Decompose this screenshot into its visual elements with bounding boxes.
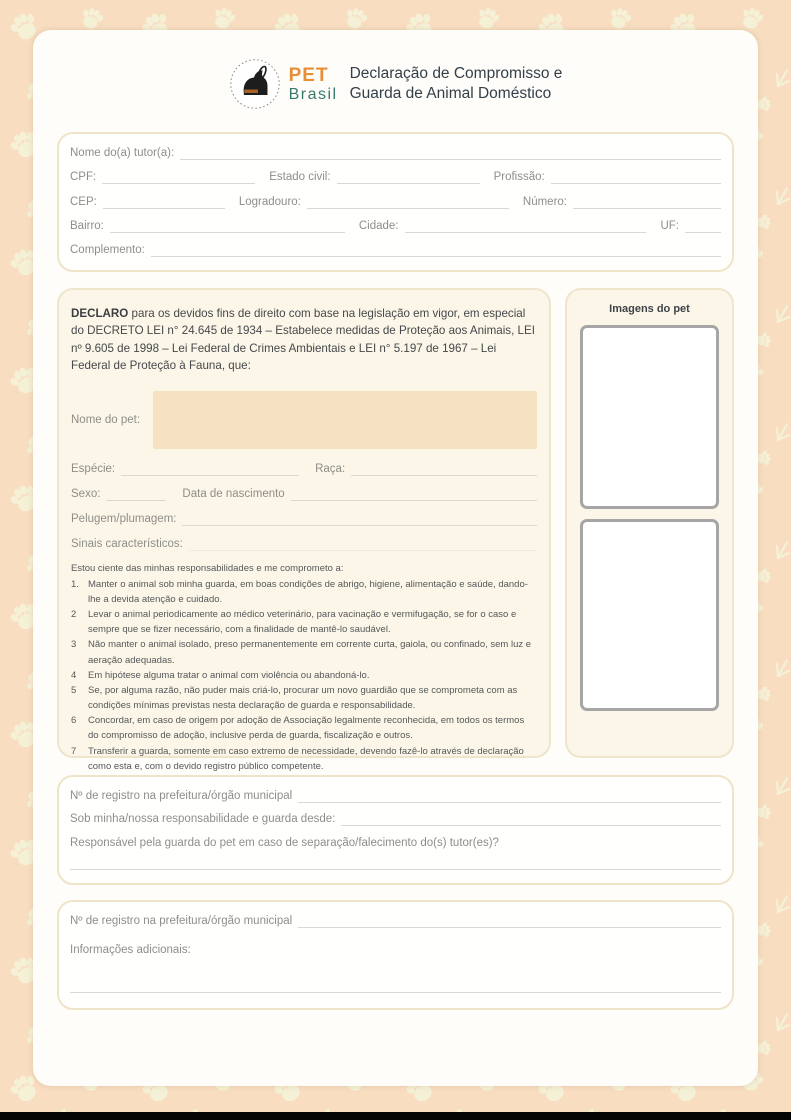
commitment-text: Transferir a guarda, somente em caso extremo de necessidade, devendo fazê-lo através de declaração como esta e, com o devido registro público competente. bbox=[88, 745, 524, 772]
sex-label: Sexo: bbox=[71, 487, 101, 500]
header bbox=[33, 30, 758, 110]
commitment-number: 4 bbox=[71, 669, 77, 681]
commitment-text: Em hipótese alguma tratar o animal com violência ou abandoná-lo. bbox=[88, 669, 370, 681]
commitments-list bbox=[71, 577, 537, 774]
declaration-section bbox=[57, 288, 551, 772]
additional-info-label: Informações adicionais: bbox=[70, 944, 191, 956]
commitment-number: 1. bbox=[71, 578, 79, 590]
declaration-intro-text: para os devidos fins de direito com base na legislação em vigor, em especial do DECRETO LEI n° 24.645 de 1934 – Estabelece medidas de Proteção aos Animais, LEI nº 9.605 de 1998 – Lei Federal de Crimes Ambientais e LEI n° 5.197 de 1967 – Lei Federal de Proteção à Fauna, que: bbox=[71, 307, 535, 373]
species-label: Espécie: bbox=[71, 462, 116, 475]
pet-name-field[interactable] bbox=[153, 391, 537, 449]
cpf-line[interactable] bbox=[102, 171, 255, 184]
commitment-number: 2 bbox=[71, 608, 77, 620]
logo-brasil-text: Brasil bbox=[288, 85, 338, 103]
tutor-info-section bbox=[57, 132, 734, 272]
registry-number-2-line[interactable] bbox=[298, 915, 721, 928]
commitment-item bbox=[71, 607, 537, 637]
street-label: Logradouro: bbox=[238, 195, 301, 208]
marital-status-line[interactable] bbox=[337, 171, 480, 184]
logo-wordmark bbox=[289, 66, 338, 103]
commitment-text: Levar o animal periodicamente ao médico veterinário, para vacinação e vermifugação, se for o caso e sempre que se fizer necessário, com a finalidade de mantê-lo saudável. bbox=[88, 608, 517, 636]
city-label: Cidade: bbox=[358, 219, 399, 232]
district-label: Bairro: bbox=[70, 219, 104, 232]
pet-photo-placeholder-2[interactable] bbox=[580, 519, 719, 711]
marital-status-label: Estado civil: bbox=[269, 171, 331, 184]
number-line[interactable] bbox=[573, 196, 721, 209]
street-line[interactable] bbox=[307, 196, 509, 209]
successor-guardian-label: Responsável pela guarda do pet em caso de separação/falecimento do(s) tutor(es)? bbox=[70, 836, 499, 849]
pet-photo-placeholder-1[interactable] bbox=[580, 325, 719, 509]
commitment-number: 3 bbox=[71, 639, 77, 651]
cep-line[interactable] bbox=[103, 196, 225, 209]
pet-images-section bbox=[565, 288, 734, 758]
coat-line[interactable] bbox=[182, 513, 537, 526]
commitment-item bbox=[71, 637, 537, 667]
dog-badge-icon bbox=[229, 58, 281, 110]
pet-brasil-logo bbox=[229, 58, 338, 110]
commitment-item bbox=[71, 744, 537, 774]
complement-label: Complemento: bbox=[70, 244, 145, 256]
commitment-number: 6 bbox=[71, 715, 77, 727]
bottom-black-bar bbox=[0, 1112, 791, 1120]
sex-line[interactable] bbox=[106, 488, 166, 501]
form-sheet bbox=[33, 30, 758, 1086]
commitment-item bbox=[71, 577, 537, 607]
breed-line[interactable] bbox=[351, 463, 537, 476]
commitment-text: Se, por alguma razão, não puder mais criá-lo, procurar um novo guardião que se comprometa com as condições mínimas previstas nesta declaração de guarda e responsabilidade. bbox=[88, 684, 518, 712]
pet-images-title: Imagens do pet bbox=[609, 303, 690, 315]
complement-line[interactable] bbox=[151, 244, 721, 257]
page-title-line2: Guarda de Animal Doméstico bbox=[349, 85, 552, 102]
tutor-name-label: Nome do(a) tutor(a): bbox=[70, 147, 175, 159]
guardianship-since-label: Sob minha/nossa responsabilidade e guarda desde: bbox=[70, 813, 336, 826]
registry-number-line[interactable] bbox=[298, 790, 721, 803]
commitment-text: Manter o animal sob minha guarda, em boas condições de abrigo, higiene, alimentação e saúde, dando-lhe a devida atenção e cuidado. bbox=[88, 578, 528, 605]
birthdate-line[interactable] bbox=[291, 488, 537, 501]
commitment-item bbox=[71, 683, 537, 713]
logo-pet-text: PET bbox=[288, 64, 329, 86]
additional-info-line[interactable] bbox=[70, 983, 721, 993]
uf-line[interactable] bbox=[685, 220, 721, 233]
registry-number-2-label: Nº de registro na prefeitura/órgão municipal bbox=[70, 915, 293, 927]
successor-guardian-line[interactable] bbox=[70, 860, 721, 870]
birthdate-label: Data de nascimento bbox=[182, 487, 285, 500]
cpf-label: CPF: bbox=[70, 171, 97, 184]
commitment-text: Não manter o animal isolado, preso permanentemente em corrente curta, gaiola, ou confinado, sem luz e aeração adequadas. bbox=[88, 639, 532, 666]
commitment-number: 7 bbox=[71, 745, 77, 757]
commitment-number: 5 bbox=[71, 684, 77, 696]
declaration-intro bbox=[71, 305, 537, 375]
marks-label: Sinais característicos: bbox=[71, 537, 183, 550]
tutor-name-line[interactable] bbox=[180, 147, 721, 160]
declaration-intro-bold: DECLARO bbox=[71, 307, 129, 320]
commitment-item bbox=[71, 713, 537, 743]
cep-label: CEP: bbox=[70, 195, 97, 208]
page-title bbox=[350, 64, 563, 104]
additional-info-section bbox=[57, 900, 734, 1010]
profession-label: Profissão: bbox=[493, 171, 545, 184]
species-line[interactable] bbox=[121, 463, 299, 476]
pet-name-label: Nome do pet: bbox=[71, 413, 141, 426]
breed-label: Raça: bbox=[315, 462, 346, 475]
profession-line[interactable] bbox=[551, 171, 721, 184]
commitment-text: Concordar, em caso de origem por adoção de Associação legalmente reconhecida, em todos os termos do compromisso de adoção, inclusive perda de guarda, fiscalização e outros. bbox=[88, 715, 525, 742]
number-label: Número: bbox=[522, 195, 567, 208]
marks-line[interactable] bbox=[189, 538, 537, 551]
page-title-line1: Declaração de Compromisso e bbox=[349, 64, 563, 82]
commitment-item bbox=[71, 668, 537, 683]
coat-label: Pelugem/plumagem: bbox=[71, 512, 177, 525]
registry-section bbox=[57, 775, 734, 885]
guardianship-since-line[interactable] bbox=[341, 813, 721, 826]
uf-label: UF: bbox=[660, 219, 679, 232]
registry-number-label: Nº de registro na prefeitura/órgão municipal bbox=[70, 790, 293, 802]
commitments-intro: Estou ciente das minhas responsabilidades e me comprometo a: bbox=[71, 562, 344, 574]
district-line[interactable] bbox=[110, 220, 345, 233]
city-line[interactable] bbox=[405, 220, 647, 233]
